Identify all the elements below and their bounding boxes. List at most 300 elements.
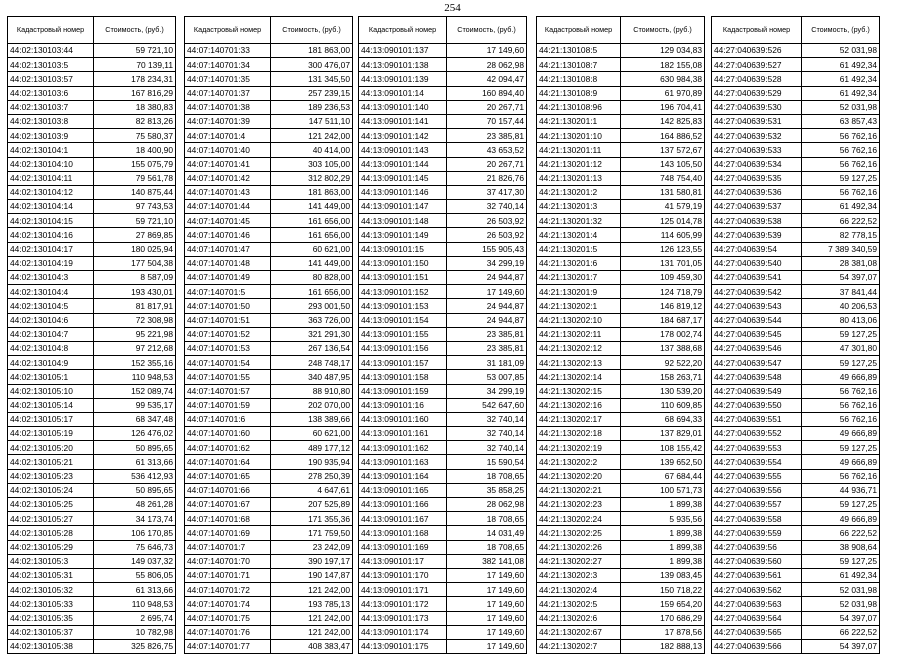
cost-cell: 35 858,25 xyxy=(447,483,527,497)
cost-cell: 56 762,16 xyxy=(802,185,880,199)
cadastral-number-cell: 44:07:140701:37 xyxy=(185,86,271,100)
cadastral-number-cell: 44:02:130105:3 xyxy=(8,554,94,568)
cadastral-number-cell: 44:07:140701:70 xyxy=(185,554,271,568)
table-row xyxy=(185,285,353,299)
cost-cell: 164 886,52 xyxy=(621,129,705,143)
table-row xyxy=(712,498,880,512)
cost-cell: 50 895,65 xyxy=(94,441,176,455)
cost-cell: 321 291,30 xyxy=(271,327,353,341)
table-row xyxy=(537,611,705,625)
table-row xyxy=(359,171,527,185)
cadastral-number-cell: 44:07:140701:43 xyxy=(185,185,271,199)
cost-cell: 61 492,34 xyxy=(802,58,880,72)
cost-cell: 161 656,00 xyxy=(271,214,353,228)
cost-cell: 67 684,44 xyxy=(621,469,705,483)
cadastral-number-cell: 44:02:130105:29 xyxy=(8,540,94,554)
table-row xyxy=(359,200,527,214)
cost-cell: 70 157,44 xyxy=(447,114,527,128)
table-row xyxy=(359,370,527,384)
cost-cell: 26 503,92 xyxy=(447,228,527,242)
cost-cell: 59 127,25 xyxy=(802,327,880,341)
table-row xyxy=(185,327,353,341)
cadastral-number-cell: 44:21:130201:6 xyxy=(537,256,621,270)
cadastral-number-cell: 44:21:130201:11 xyxy=(537,143,621,157)
cost-cell: 59 127,25 xyxy=(802,498,880,512)
cadastral-number-cell: 44:07:140701:46 xyxy=(185,228,271,242)
cost-cell: 54 397,07 xyxy=(802,271,880,285)
cadastral-number-cell: 44:02:130104:6 xyxy=(8,313,94,327)
cadastral-number-cell: 44:02:130104:12 xyxy=(8,185,94,199)
cost-cell: 82 778,15 xyxy=(802,228,880,242)
table-row xyxy=(185,143,353,157)
cost-cell: 75 580,37 xyxy=(94,129,176,143)
cadastral-number-cell: 44:27:040639:549 xyxy=(712,384,802,398)
cost-cell: 23 385,81 xyxy=(447,129,527,143)
cost-cell: 10 782,98 xyxy=(94,625,176,639)
table-row xyxy=(8,58,176,72)
table-row xyxy=(185,242,353,256)
cost-cell: 32 740,14 xyxy=(447,200,527,214)
table-row xyxy=(8,100,176,114)
cost-cell: 182 155,08 xyxy=(621,58,705,72)
table-row xyxy=(359,143,527,157)
cost-cell: 139 083,45 xyxy=(621,568,705,582)
table-row xyxy=(712,327,880,341)
table-row xyxy=(8,512,176,526)
cadastral-number-cell: 44:02:130104:5 xyxy=(8,299,94,313)
table-row xyxy=(712,171,880,185)
cadastral-number-cell: 44:21:130202:5 xyxy=(537,597,621,611)
cost-cell: 267 136,54 xyxy=(271,341,353,355)
cadastral-number-cell: 44:07:140701:41 xyxy=(185,157,271,171)
cadastral-number-cell: 44:27:040639:557 xyxy=(712,498,802,512)
table-row xyxy=(359,526,527,540)
table-row xyxy=(8,200,176,214)
cost-cell: 109 459,30 xyxy=(621,271,705,285)
cost-cell: 20 267,71 xyxy=(447,157,527,171)
table-row xyxy=(359,412,527,426)
table-row xyxy=(185,86,353,100)
cost-cell: 18 380,83 xyxy=(94,100,176,114)
cost-cell: 17 149,60 xyxy=(447,583,527,597)
table-row xyxy=(537,228,705,242)
cost-cell: 61 492,34 xyxy=(802,86,880,100)
cost-cell: 363 726,00 xyxy=(271,313,353,327)
cost-cell: 137 829,01 xyxy=(621,427,705,441)
table-row xyxy=(359,129,527,143)
cost-cell: 1 899,38 xyxy=(621,540,705,554)
cost-cell: 47 301,80 xyxy=(802,341,880,355)
cadastral-number-cell: 44:07:140701:51 xyxy=(185,313,271,327)
cost-cell: 49 666,89 xyxy=(802,455,880,469)
table-row xyxy=(8,398,176,412)
cost-cell: 152 089,74 xyxy=(94,384,176,398)
cost-cell: 121 242,00 xyxy=(271,129,353,143)
table-row xyxy=(537,540,705,554)
cadastral-number-cell: 44:13:090101:174 xyxy=(359,625,447,639)
cost-cell: 143 105,50 xyxy=(621,157,705,171)
table-row xyxy=(359,256,527,270)
table-row xyxy=(537,313,705,327)
table-row xyxy=(537,129,705,143)
cadastral-number-cell: 44:13:090101:165 xyxy=(359,483,447,497)
cadastral-number-cell: 44:02:130105:23 xyxy=(8,469,94,483)
table-row xyxy=(712,299,880,313)
cadastral-number-cell: 44:21:130202:27 xyxy=(537,554,621,568)
table-row xyxy=(359,469,527,483)
cadastral-number-cell: 44:07:140701:50 xyxy=(185,299,271,313)
cost-cell: 202 070,00 xyxy=(271,398,353,412)
table-row xyxy=(712,412,880,426)
cadastral-number-cell: 44:07:140701:60 xyxy=(185,427,271,441)
table-row xyxy=(185,441,353,455)
table-row xyxy=(712,469,880,483)
table-row xyxy=(359,427,527,441)
header-cadastral-number: Кадастровый номер xyxy=(712,17,802,44)
cost-cell: 52 031,98 xyxy=(802,583,880,597)
table-row xyxy=(8,313,176,327)
table-row xyxy=(712,185,880,199)
cost-cell: 61 313,66 xyxy=(94,455,176,469)
cost-cell: 152 355,16 xyxy=(94,356,176,370)
table-row xyxy=(8,568,176,582)
cadastral-number-cell: 44:07:140701:4 xyxy=(185,129,271,143)
cadastral-number-cell: 44:27:040639:564 xyxy=(712,611,802,625)
cadastral-number-cell: 44:02:130105:31 xyxy=(8,568,94,582)
cadastral-number-cell: 44:21:130202:1 xyxy=(537,299,621,313)
cost-cell: 106 170,85 xyxy=(94,526,176,540)
table-row xyxy=(359,554,527,568)
cadastral-number-cell: 44:07:140701:55 xyxy=(185,370,271,384)
cost-cell: 68 347,48 xyxy=(94,412,176,426)
table-row xyxy=(359,498,527,512)
cost-cell: 100 571,73 xyxy=(621,483,705,497)
table-row xyxy=(712,100,880,114)
cost-cell: 49 666,89 xyxy=(802,370,880,384)
cost-cell: 193 785,13 xyxy=(271,597,353,611)
cadastral-number-cell: 44:27:040639:54 xyxy=(712,242,802,256)
table-row xyxy=(537,171,705,185)
cost-cell: 66 222,52 xyxy=(802,526,880,540)
table-row xyxy=(185,171,353,185)
cost-cell: 59 127,25 xyxy=(802,171,880,185)
cadastral-number-cell: 44:07:140701:57 xyxy=(185,384,271,398)
table-row xyxy=(537,427,705,441)
table-row xyxy=(537,271,705,285)
table-row xyxy=(185,114,353,128)
cost-cell: 17 149,60 xyxy=(447,611,527,625)
cadastral-number-cell: 44:27:040639:535 xyxy=(712,171,802,185)
cadastral-number-cell: 44:21:130201:13 xyxy=(537,171,621,185)
cost-cell: 52 031,98 xyxy=(802,597,880,611)
cost-cell: 56 762,16 xyxy=(802,384,880,398)
cost-cell: 27 869,85 xyxy=(94,228,176,242)
cadastral-number-cell: 44:13:090101:161 xyxy=(359,427,447,441)
cadastral-number-cell: 44:27:040639:550 xyxy=(712,398,802,412)
cadastral-number-cell: 44:02:130104:9 xyxy=(8,356,94,370)
cost-cell: 49 666,89 xyxy=(802,427,880,441)
cost-cell: 81 817,91 xyxy=(94,299,176,313)
table-row xyxy=(359,384,527,398)
table-row xyxy=(359,341,527,355)
table-row xyxy=(537,356,705,370)
header-cost: Стоимость, (руб.) xyxy=(802,17,880,44)
cadastral-number-cell: 44:07:140701:39 xyxy=(185,114,271,128)
cost-cell: 536 412,93 xyxy=(94,469,176,483)
cost-cell: 34 299,19 xyxy=(447,384,527,398)
cost-cell: 131 580,81 xyxy=(621,185,705,199)
table-row xyxy=(537,469,705,483)
cost-cell: 124 718,79 xyxy=(621,285,705,299)
table-row xyxy=(537,256,705,270)
table-row xyxy=(712,341,880,355)
table-row xyxy=(8,299,176,313)
header-cadastral-number: Кадастровый номер xyxy=(537,17,621,44)
cadastral-number-cell: 44:21:130202:7 xyxy=(537,639,621,653)
cadastral-number-cell: 44:07:140701:49 xyxy=(185,271,271,285)
cost-cell: 43 653,52 xyxy=(447,143,527,157)
table-row xyxy=(537,412,705,426)
cadastral-number-cell: 44:27:040639:548 xyxy=(712,370,802,384)
cadastral-number-cell: 44:02:130103:5 xyxy=(8,58,94,72)
table-row xyxy=(537,44,705,58)
table-row xyxy=(359,540,527,554)
cost-cell: 167 816,29 xyxy=(94,86,176,100)
cost-cell: 40 414,00 xyxy=(271,143,353,157)
cadastral-number-cell: 44:13:090101:171 xyxy=(359,583,447,597)
cadastral-number-cell: 44:07:140701:65 xyxy=(185,469,271,483)
cost-cell: 70 139,11 xyxy=(94,58,176,72)
cadastral-number-cell: 44:13:090101:166 xyxy=(359,498,447,512)
cost-cell: 158 263,71 xyxy=(621,370,705,384)
cadastral-number-cell: 44:02:130105:20 xyxy=(8,441,94,455)
cadastral-number-cell: 44:27:040639:526 xyxy=(712,44,802,58)
cost-cell: 99 535,17 xyxy=(94,398,176,412)
cadastral-number-cell: 44:27:040639:547 xyxy=(712,356,802,370)
cadastral-number-cell: 44:07:140701:76 xyxy=(185,625,271,639)
cadastral-number-cell: 44:07:140701:72 xyxy=(185,583,271,597)
table-row xyxy=(537,327,705,341)
table-row xyxy=(8,44,176,58)
table-row xyxy=(185,597,353,611)
table-row xyxy=(359,611,527,625)
table-row xyxy=(712,554,880,568)
table-row xyxy=(537,114,705,128)
cadastral-number-cell: 44:27:040639:527 xyxy=(712,58,802,72)
cost-cell: 24 944,87 xyxy=(447,313,527,327)
table-row xyxy=(712,583,880,597)
cost-cell: 54 397,07 xyxy=(802,611,880,625)
cadastral-number-cell: 44:13:090101:162 xyxy=(359,441,447,455)
table-row xyxy=(185,583,353,597)
cost-cell: 190 935,94 xyxy=(271,455,353,469)
table-row xyxy=(8,341,176,355)
cadastral-number-cell: 44:13:090101:17 xyxy=(359,554,447,568)
cadastral-number-cell: 44:27:040639:543 xyxy=(712,299,802,313)
table-row xyxy=(185,58,353,72)
table-row xyxy=(8,256,176,270)
cadastral-number-cell: 44:02:130103:7 xyxy=(8,100,94,114)
cadastral-number-cell: 44:07:140701:40 xyxy=(185,143,271,157)
table-row xyxy=(185,313,353,327)
cost-cell: 141 449,00 xyxy=(271,200,353,214)
table-row xyxy=(8,412,176,426)
cost-cell: 17 149,60 xyxy=(447,44,527,58)
table-row xyxy=(8,271,176,285)
cadastral-number-cell: 44:07:140701:68 xyxy=(185,512,271,526)
cadastral-number-cell: 44:27:040639:542 xyxy=(712,285,802,299)
cost-cell: 40 206,53 xyxy=(802,299,880,313)
table-row xyxy=(185,540,353,554)
cadastral-number-cell: 44:27:040639:540 xyxy=(712,256,802,270)
cadastral-number-cell: 44:13:090101:137 xyxy=(359,44,447,58)
cadastral-number-cell: 44:07:140701:52 xyxy=(185,327,271,341)
cost-cell: 44 936,71 xyxy=(802,483,880,497)
table-row xyxy=(537,597,705,611)
cadastral-number-cell: 44:21:130108:8 xyxy=(537,72,621,86)
cadastral-number-cell: 44:13:090101:159 xyxy=(359,384,447,398)
cadastral-number-cell: 44:27:040639:565 xyxy=(712,625,802,639)
cost-cell: 56 762,16 xyxy=(802,412,880,426)
table-row xyxy=(8,597,176,611)
table-row xyxy=(8,86,176,100)
table-row xyxy=(359,242,527,256)
cost-cell: 38 908,64 xyxy=(802,540,880,554)
table-row xyxy=(185,398,353,412)
cadastral-number-cell: 44:02:130105:28 xyxy=(8,526,94,540)
cost-cell: 177 504,38 xyxy=(94,256,176,270)
cost-cell: 382 141,08 xyxy=(447,554,527,568)
cadastral-number-cell: 44:13:090101:14 xyxy=(359,86,447,100)
cadastral-table-5 xyxy=(711,16,880,654)
cadastral-number-cell: 44:27:040639:544 xyxy=(712,313,802,327)
cadastral-number-cell: 44:13:090101:15 xyxy=(359,242,447,256)
cost-cell: 131 701,05 xyxy=(621,256,705,270)
cost-cell: 140 875,44 xyxy=(94,185,176,199)
cadastral-table-1 xyxy=(7,16,176,654)
cadastral-number-cell: 44:27:040639:551 xyxy=(712,412,802,426)
cost-cell: 28 062,98 xyxy=(447,498,527,512)
cost-cell: 37 841,44 xyxy=(802,285,880,299)
cost-cell: 23 385,81 xyxy=(447,341,527,355)
cost-cell: 59 127,25 xyxy=(802,356,880,370)
cost-cell: 137 572,67 xyxy=(621,143,705,157)
table-row xyxy=(185,341,353,355)
table-row xyxy=(537,384,705,398)
cost-cell: 184 687,17 xyxy=(621,313,705,327)
cadastral-number-cell: 44:21:130202:20 xyxy=(537,469,621,483)
table-row xyxy=(8,157,176,171)
table-row xyxy=(8,214,176,228)
table-row xyxy=(8,611,176,625)
table-row xyxy=(8,583,176,597)
cost-cell: 257 239,15 xyxy=(271,86,353,100)
cadastral-number-cell: 44:13:090101:167 xyxy=(359,512,447,526)
cadastral-number-cell: 44:02:130104:10 xyxy=(8,157,94,171)
cadastral-number-cell: 44:27:040639:533 xyxy=(712,143,802,157)
table-row xyxy=(537,483,705,497)
table-row xyxy=(712,526,880,540)
cadastral-number-cell: 44:13:090101:139 xyxy=(359,72,447,86)
table-row xyxy=(185,200,353,214)
table-row xyxy=(537,58,705,72)
table-row xyxy=(537,398,705,412)
cadastral-number-cell: 44:02:130105:17 xyxy=(8,412,94,426)
table-row xyxy=(185,384,353,398)
table-row xyxy=(537,299,705,313)
cadastral-number-cell: 44:27:040639:555 xyxy=(712,469,802,483)
cost-cell: 17 149,60 xyxy=(447,625,527,639)
cost-cell: 138 389,66 xyxy=(271,412,353,426)
cadastral-number-cell: 44:02:130105:24 xyxy=(8,483,94,497)
cadastral-number-cell: 44:27:040639:559 xyxy=(712,526,802,540)
table-row xyxy=(8,129,176,143)
cost-cell: 7 389 340,59 xyxy=(802,242,880,256)
cost-cell: 155 075,79 xyxy=(94,157,176,171)
cost-cell: 182 888,13 xyxy=(621,639,705,653)
cost-cell: 20 267,71 xyxy=(447,100,527,114)
table-row xyxy=(359,455,527,469)
table-row xyxy=(712,86,880,100)
cadastral-table-4 xyxy=(536,16,705,654)
header-cadastral-number: Кадастровый номер xyxy=(185,17,271,44)
table-row xyxy=(712,625,880,639)
cadastral-number-cell: 44:02:130104:7 xyxy=(8,327,94,341)
cadastral-number-cell: 44:13:090101:150 xyxy=(359,256,447,270)
cost-cell: 97 743,53 xyxy=(94,200,176,214)
table-row xyxy=(185,455,353,469)
cadastral-number-cell: 44:07:140701:35 xyxy=(185,72,271,86)
cadastral-number-cell: 44:21:130202:26 xyxy=(537,540,621,554)
cadastral-number-cell: 44:27:040639:552 xyxy=(712,427,802,441)
cadastral-number-cell: 44:02:130105:38 xyxy=(8,639,94,653)
cost-cell: 489 177,12 xyxy=(271,441,353,455)
table-row xyxy=(712,611,880,625)
cadastral-number-cell: 44:02:130104:1 xyxy=(8,143,94,157)
cadastral-number-cell: 44:21:130202:17 xyxy=(537,412,621,426)
cadastral-number-cell: 44:13:090101:141 xyxy=(359,114,447,128)
cost-cell: 142 825,83 xyxy=(621,114,705,128)
cost-cell: 59 721,10 xyxy=(94,44,176,58)
table-row xyxy=(712,540,880,554)
cadastral-number-cell: 44:02:130104:15 xyxy=(8,214,94,228)
cadastral-number-cell: 44:27:040639:563 xyxy=(712,597,802,611)
header-cost: Стоимость, (руб.) xyxy=(271,17,353,44)
cost-cell: 190 147,87 xyxy=(271,568,353,582)
table-row xyxy=(185,271,353,285)
table-row xyxy=(185,427,353,441)
table-row xyxy=(185,498,353,512)
table-row xyxy=(8,242,176,256)
cadastral-number-cell: 44:13:090101:140 xyxy=(359,100,447,114)
cadastral-number-cell: 44:02:130105:25 xyxy=(8,498,94,512)
table-row xyxy=(185,214,353,228)
table-row xyxy=(359,568,527,582)
cost-cell: 92 522,20 xyxy=(621,356,705,370)
cadastral-number-cell: 44:02:130104:16 xyxy=(8,228,94,242)
page-number: 254 xyxy=(444,2,461,14)
cost-cell: 340 487,95 xyxy=(271,370,353,384)
cadastral-number-cell: 44:27:040639:558 xyxy=(712,512,802,526)
cost-cell: 14 031,49 xyxy=(447,526,527,540)
cost-cell: 171 759,50 xyxy=(271,526,353,540)
table-row xyxy=(537,625,705,639)
table-row xyxy=(359,327,527,341)
table-row xyxy=(359,185,527,199)
cost-cell: 79 561,78 xyxy=(94,171,176,185)
cost-cell: 248 748,17 xyxy=(271,356,353,370)
cadastral-number-cell: 44:21:130202:25 xyxy=(537,526,621,540)
